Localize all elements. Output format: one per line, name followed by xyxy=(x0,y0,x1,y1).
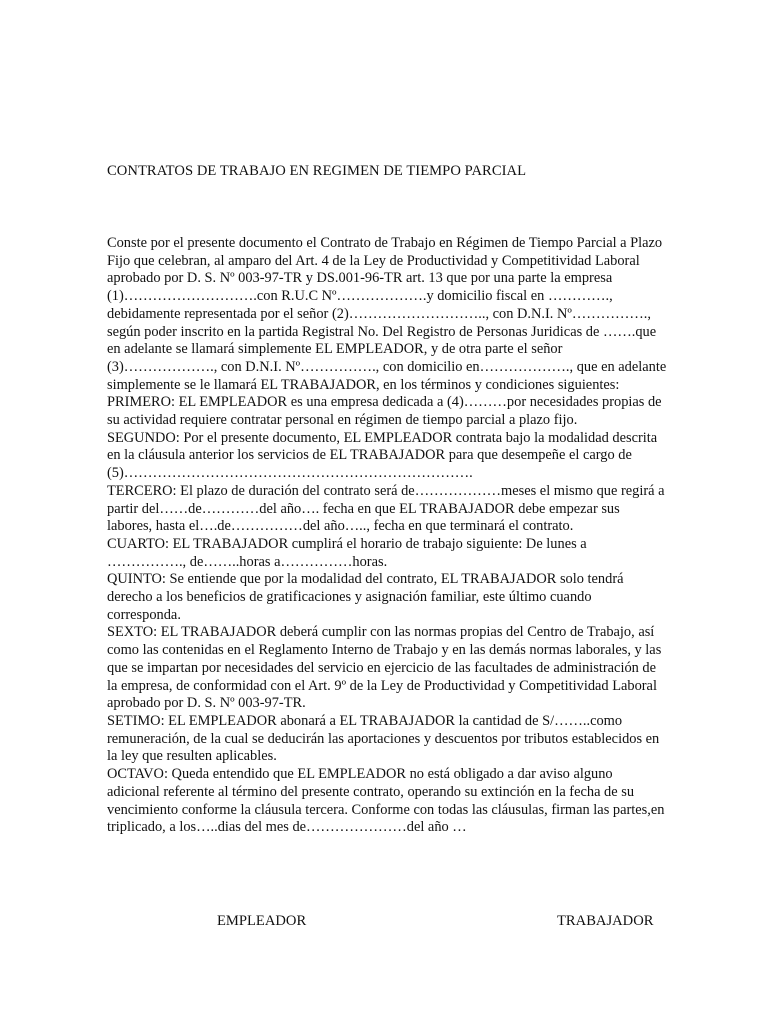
clause-primero: PRIMERO: EL EMPLEADOR es una empresa dedicada a (4)………por necesidades propias de su actividad requiere contratar personal en régimen de tiempo parcial a plazo fijo. xyxy=(107,394,662,429)
clause-octavo: OCTAVO: Queda entendido que EL EMPLEADOR no está obligado a dar aviso alguno adicional referente al término del presente contrato, operando su extinción en la fecha de su vencimiento conforme la cláusula tercera. Conforme con todas las cláusulas, firman las partes,en triplicado, a los…..dias del mes de…………………del año … xyxy=(107,766,665,836)
clause-tercero: TERCERO: El plazo de duración del contrato será de………………meses el mismo que regirá a partir del……de…………del año…. fecha en que EL TRABAJADOR debe empezar sus labores, hasta el….de……………del año….., fecha en que terminará el contrato. xyxy=(107,482,665,535)
clause-setimo: SETIMO: EL EMPLEADOR abonará a EL TRABAJADOR la cantidad de S/……..como remuneración, de la cual se deducirán las aportaciones y descuentos por tributos establecidos en la ley que resulten aplicables. xyxy=(107,712,660,765)
clause-quinto: QUINTO: Se entiende que por la modalidad del contrato, EL TRABAJADOR solo tendrá derecho a los beneficios de gratificaciones y asignación familiar, este último cuando corresponda. xyxy=(107,571,624,623)
document-title: CONTRATOS DE TRABAJO EN REGIMEN DE TIEMPO PARCIAL xyxy=(107,163,527,179)
clause-segundo: SEGUNDO: Por el presente documento, EL EMPLEADOR contrata bajo la modalidad descrita en la cláusula anterior los servicios de EL TRABAJADOR para que desempeñe el cargo de (5)………………………………………………………………. xyxy=(107,429,658,482)
signature-trabajador: TRABAJADOR xyxy=(557,913,654,929)
signature-empleador: EMPLEADOR xyxy=(217,913,307,929)
intro-paragraph: Conste por el presente documento el Contrato de Trabajo en Régimen de Tiempo Parcial a Plazo Fijo que celebran, al amparo del Art. 4 de la Ley de Productividad y Competitividad Laboral aprobado por D. S. Nº 003-97-TR y DS.001-96-TR art. 13 que por una parte la empresa (1)……………………….con R.U.C Nº……………….y domicilio fiscal en …………., debidamente representada por el señor (2)……………………….., con D.N.I. Nº……………., según poder inscrito en la partida Registral No. Del Registro de Personas Juridicas de …….que en adelante se llamará simplemente EL EMPLEADOR, y de otra parte el señor (3)………………., con D.N.I. Nº……………., con domicilio en………………., que en adelante simplemente se le llamará EL TRABAJADOR, en los términos y condiciones siguientes: xyxy=(107,235,667,393)
document-body xyxy=(107,235,667,837)
clause-cuarto: CUARTO: EL TRABAJADOR cumplirá el horario de trabajo siguiente: De lunes a ……………., de……..horas a……………horas. xyxy=(107,535,587,570)
clause-sexto: SEXTO: EL TRABAJADOR deberá cumplir con las normas propias del Centro de Trabajo, así como las contenidas en el Reglamento Interno de Trabajo y en las demás normas laborales, y las que se impartan por necesidades del servicio en ejercicio de las facultades de administración de la empresa, de conformidad con el Art. 9º de la Ley de Productividad y Competitividad Laboral aprobado por D. S. Nº 003-97-TR. xyxy=(107,624,662,712)
